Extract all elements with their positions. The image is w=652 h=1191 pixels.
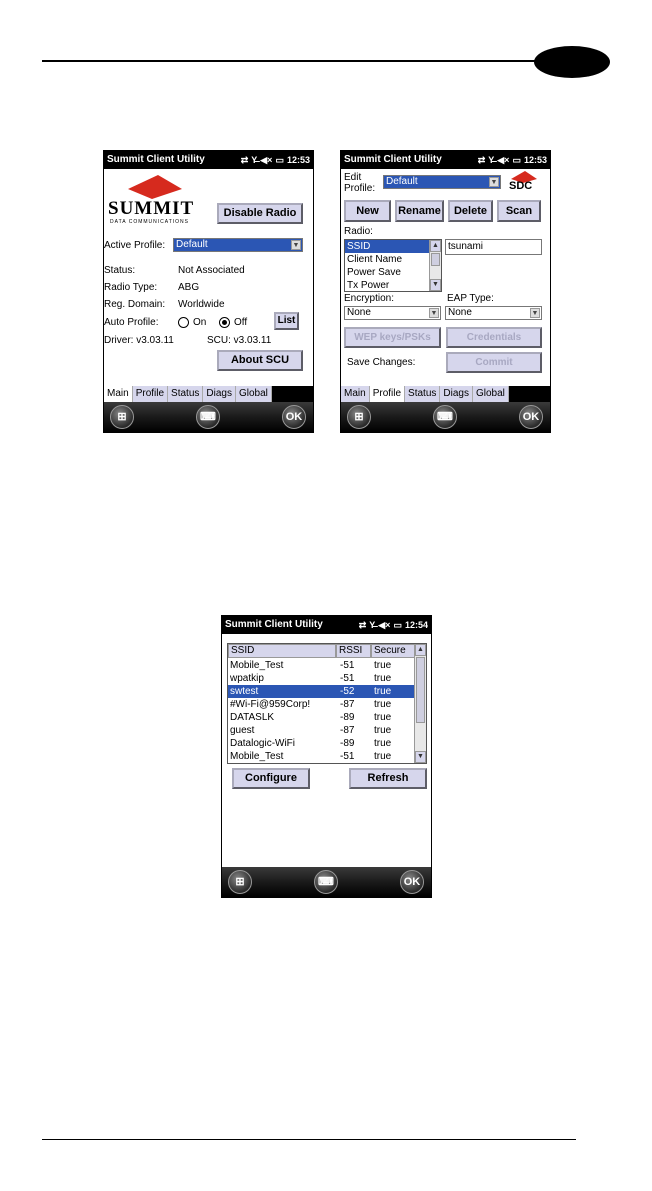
keyboard-icon[interactable]: ⌨ [314, 870, 338, 894]
ok-button[interactable]: OK [519, 405, 543, 429]
tab-profile[interactable]: Profile [133, 386, 168, 402]
sdc-logo-text: SDC [509, 180, 533, 192]
active-profile-label: Active Profile: [104, 240, 166, 251]
keyboard-icon[interactable]: ⌨ [196, 405, 220, 429]
list-button[interactable]: List [274, 312, 299, 330]
tab-bar [104, 386, 313, 402]
status-label: Status: [104, 265, 136, 276]
tab-global[interactable]: Global [236, 386, 272, 402]
profile-select[interactable] [383, 175, 501, 189]
secure-cell: true [374, 699, 392, 710]
title-bar [104, 151, 313, 169]
secure-cell: true [374, 673, 392, 684]
reg-domain-value: Worldwide [178, 299, 225, 310]
tab-main[interactable]: Main [341, 386, 370, 402]
chevron-down-icon: ▼ [430, 310, 438, 317]
battery-charging-icon: ▭ [512, 155, 521, 165]
commit-button[interactable]: Commit [446, 352, 542, 373]
app-title: Summit Client Utility [107, 154, 205, 165]
rssi-cell: -51 [340, 751, 355, 762]
encryption-label: Encryption: [344, 293, 395, 304]
list-item[interactable]: Client Name [347, 254, 403, 265]
secure-cell: true [374, 712, 392, 723]
scroll-thumb[interactable] [431, 253, 440, 266]
new-button[interactable]: New [344, 200, 391, 222]
table-row[interactable] [228, 750, 415, 763]
speaker-muted-icon: ◀× [497, 155, 510, 165]
table-row-selected[interactable] [228, 685, 415, 698]
eap-type-label: EAP Type: [447, 293, 494, 304]
start-icon[interactable]: ⊞ [110, 405, 134, 429]
sync-arrows-icon: ⇄ [240, 155, 249, 165]
secure-cell: true [374, 751, 392, 762]
no-signal-icon: Y̶ [251, 155, 258, 165]
radio-type-label: Radio Type: [104, 282, 158, 293]
scroll-up-icon[interactable]: ▲ [430, 240, 441, 252]
tab-profile[interactable]: Profile [370, 386, 405, 402]
title-bar [341, 151, 550, 169]
table-row[interactable] [228, 711, 415, 724]
table-row[interactable] [228, 737, 415, 750]
edit-label: Edit [344, 172, 362, 183]
scroll-down-icon[interactable]: ▼ [415, 751, 426, 763]
sync-arrows-icon: ⇄ [477, 155, 486, 165]
profile-value: Default [386, 176, 418, 187]
soft-key-bar [104, 402, 313, 432]
page-chapter-tab [534, 46, 610, 78]
rssi-cell: -51 [340, 660, 355, 671]
title-bar [222, 616, 431, 634]
save-changes-label: Save Changes: [347, 357, 416, 368]
scroll-thumb[interactable] [416, 657, 425, 723]
list-item[interactable]: Power Save [347, 267, 401, 278]
ssid-cell: Mobile_Test [230, 751, 284, 762]
secure-cell: true [374, 738, 392, 749]
scrollbar[interactable] [414, 644, 426, 763]
disable-radio-button[interactable]: Disable Radio [217, 203, 303, 224]
eap-type-select[interactable] [445, 306, 542, 320]
page-footer-rule [42, 1139, 576, 1140]
scroll-down-icon[interactable]: ▼ [430, 279, 441, 291]
ssid-cell: wpatkip [230, 673, 264, 684]
battery-charging-icon: ▭ [393, 620, 402, 630]
rssi-cell: -87 [340, 699, 355, 710]
scroll-up-icon[interactable]: ▲ [415, 644, 426, 656]
summit-logo-text: SUMMIT [108, 198, 195, 219]
about-scu-button[interactable]: About SCU [217, 350, 303, 371]
battery-charging-icon: ▭ [275, 155, 284, 165]
column-header-rssi[interactable]: RSSI [336, 644, 371, 658]
ssid-cell: DATASLK [230, 712, 275, 723]
table-row[interactable] [228, 659, 415, 672]
summit-logo-mark [124, 175, 184, 199]
list-item[interactable]: SSID [345, 240, 441, 253]
reg-domain-label: Reg. Domain: [104, 299, 166, 310]
rssi-cell: -87 [340, 725, 355, 736]
sync-arrows-icon: ⇄ [358, 620, 367, 630]
rssi-cell: -51 [340, 673, 355, 684]
list-item[interactable]: Tx Power [347, 280, 390, 291]
refresh-button[interactable]: Refresh [349, 768, 427, 789]
column-header-ssid[interactable]: SSID [228, 644, 336, 658]
screen-scan-results [221, 615, 432, 898]
tab-status[interactable]: Status [405, 386, 440, 402]
profile-label: Profile: [344, 183, 376, 194]
scu-version: SCU: v3.03.11 [207, 335, 272, 346]
auto-profile-off-label: Off [234, 317, 248, 328]
tab-diags[interactable]: Diags [440, 386, 473, 402]
column-header-secure[interactable]: Secure [371, 644, 415, 658]
no-signal-icon: Y̶ [488, 155, 495, 165]
radio-label: Radio: [344, 226, 373, 237]
ssid-cell: guest [230, 725, 255, 736]
rename-button[interactable]: Rename [395, 200, 444, 222]
credentials-button[interactable]: Credentials [446, 327, 542, 348]
chevron-down-icon: ▼ [490, 179, 498, 186]
screen-profile [340, 150, 551, 433]
ssid-table[interactable] [227, 643, 427, 764]
speaker-muted-icon: ◀× [378, 620, 391, 630]
encryption-select[interactable] [344, 306, 441, 320]
soft-key-bar [222, 867, 431, 897]
scrollbar[interactable] [429, 240, 441, 291]
auto-profile-on-radio[interactable] [178, 317, 189, 328]
radio-type-value: ABG [178, 282, 200, 293]
auto-profile-on-label: On [193, 317, 207, 328]
keyboard-icon[interactable]: ⌨ [433, 405, 457, 429]
chevron-down-icon: ▼ [531, 310, 539, 317]
radio-setting-list[interactable] [344, 239, 442, 292]
chevron-down-icon: ▼ [292, 242, 300, 249]
status-value: Not Associated [178, 265, 245, 276]
clock: 12:53 [286, 155, 310, 165]
tab-diags[interactable]: Diags [203, 386, 236, 402]
ssid-cell: Datalogic-WiFi [230, 738, 296, 749]
ssid-cell: Mobile_Test [230, 660, 284, 671]
table-row[interactable] [228, 724, 415, 737]
app-title: Summit Client Utility [225, 619, 323, 630]
ok-button[interactable]: OK [400, 870, 424, 894]
soft-key-bar [341, 402, 550, 432]
rssi-cell: -89 [340, 738, 355, 749]
tab-status[interactable]: Status [168, 386, 203, 402]
delete-button[interactable]: Delete [448, 200, 493, 222]
clock: 12:54 [404, 620, 428, 630]
secure-cell: true [374, 686, 392, 697]
auto-profile-label: Auto Profile: [104, 317, 159, 328]
secure-cell: true [374, 725, 392, 736]
configure-button[interactable]: Configure [232, 768, 310, 789]
table-row[interactable] [228, 672, 415, 685]
rssi-cell: -52 [340, 686, 355, 697]
table-row[interactable] [228, 698, 415, 711]
ssid-cell: swtest [230, 686, 259, 697]
rssi-cell: -89 [340, 712, 355, 723]
ssid-cell: #Wi-Fi@959Corp! [230, 699, 311, 710]
driver-version: Driver: v3.03.11 [104, 335, 174, 346]
auto-profile-off-radio[interactable] [219, 317, 230, 328]
tab-global[interactable]: Global [473, 386, 509, 402]
clock: 12:53 [523, 155, 547, 165]
speaker-muted-icon: ◀× [260, 155, 273, 165]
screen-main [103, 150, 314, 433]
tab-bar [341, 386, 550, 402]
eap-type-value: None [448, 307, 472, 318]
scan-button[interactable]: Scan [497, 200, 541, 222]
tab-main[interactable]: Main [104, 386, 133, 402]
wep-keys-button[interactable]: WEP keys/PSKs [344, 327, 441, 348]
active-profile-value: Default [176, 239, 208, 250]
ok-button[interactable]: OK [282, 405, 306, 429]
encryption-value: None [347, 307, 371, 318]
page-header-rule [42, 60, 556, 62]
app-title: Summit Client Utility [344, 154, 442, 165]
start-icon[interactable]: ⊞ [228, 870, 252, 894]
summit-logo-tagline: DATA COMMUNICATIONS [110, 219, 189, 225]
active-profile-select[interactable] [173, 238, 303, 252]
start-icon[interactable]: ⊞ [347, 405, 371, 429]
no-signal-icon: Y̶ [369, 620, 376, 630]
secure-cell: true [374, 660, 392, 671]
ssid-input[interactable]: tsunami [445, 239, 542, 255]
